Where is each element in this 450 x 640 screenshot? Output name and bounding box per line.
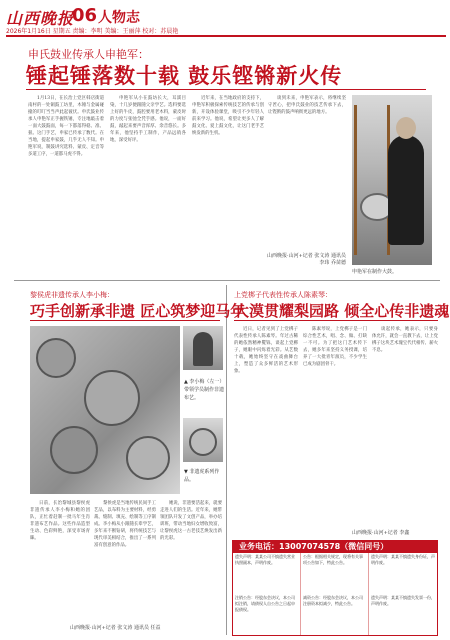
article1-byline: 山西晚报·山河+记者 张文涛 通讯员 李玮 乔苗德 (267, 253, 346, 266)
ad-cell: 遗失声明：某某公司不慎遗失营业执照副本，声明作废。 (233, 553, 301, 594)
ad-cell: 公告：根据相关规定，现将有关事项公告如下，特此公告。 (301, 553, 369, 594)
article2-headline: 巧手创新承非遗 匠心筑梦迎马年 (30, 302, 246, 320)
ad-grid (233, 553, 437, 635)
article1-headline: 锤起锤落数十载 鼓乐铿锵新火传 (26, 63, 343, 88)
article3-byline: 山西晚报·山河+记者 李鑫 (352, 530, 410, 536)
section-title: 人物志 (98, 10, 140, 26)
article2-byline: 山西晚报·山河+记者 张文涛 通讯员 任益 (70, 625, 161, 631)
page-number: 06 (72, 5, 98, 26)
article1-column-1: 1月13日，在长治上党区韩店街道南村的一处铜鼓工坊里，木锤与金属碰撞的叮叮当当声此起彼伏。申氏鼓业传承人申艳军正手握铁锤，专注地敲击着一面大鼓鼓面，每一下都落得稳、准、狠。这门手艺，申家已传承了数代。在当地，提起申家鼓，几乎无人不知。申艳军说，制鼓讲究选料、蒙皮、定音等多道工序，一道都马虎不得。 (28, 96, 104, 157)
tiger-crafts-photo (30, 326, 180, 494)
masthead (6, 4, 446, 36)
article3-column-3: 谈起传承，她表示，只要身体允许，就会一直教下去，让上党梆子这块艺术瑰宝代代相传、薪火不息。 (372, 327, 438, 353)
ad-cell: 注销公告：经股东会决议，本公司拟注销，请债权人自公告之日起申报债权。 (233, 594, 301, 635)
drum-frame (354, 105, 390, 255)
craft-item (36, 338, 76, 378)
ad-phone-header: 业务电话：13007074578（微信同号） (233, 541, 437, 553)
craft-item (50, 426, 98, 474)
article3-kicker: 上党梆子代表性传承人陈素琴： (234, 291, 332, 299)
article2-rule (30, 320, 220, 321)
article2-caption-b: ▼ 非遗虎系列作品。 (184, 469, 220, 483)
article3-column-1: 近日，记者见到了上党梆子代表性传承人陈素琴。年过古稀的她依然精神矍铄，谈起上党梆子，她眼中闪烁着光彩。从艺数十载，她始终坚守在戏曲舞台上，塑造了众多鲜活的艺术形象。 (234, 327, 298, 374)
drum-maker-photo (352, 95, 432, 265)
tiger-works-photo (183, 418, 223, 462)
article1-column-2: 申艳军从小在鼓坊长大，耳濡目染，十几岁便跟随父亲学艺。选料要选上好的牛皮，鼓腔要用老木料，蒙皮时的力度与张弛全凭手感。他说，一面好鼓，敲起来要声音浑厚、余音悠长。多年来，他坚持手工制作，产品远销各地，深受好评。 (110, 96, 186, 143)
article2-column-2: 黎侯虎是当地传统民间手工艺品，以布料为主要材料，经剪裁、缝制、填充、绘制等工序制成。李小梅从小跟随长辈学艺，多年来不断钻研，将传统技艺与现代审美相结合，推出了一系列富有创意的作品。 (94, 501, 156, 548)
craftsman-figure (388, 135, 424, 245)
newspaper-logo: 山西晚报 (6, 9, 75, 28)
article3-headline: 大漠贯耀梨园路 倾全心传非遗魂 (234, 302, 450, 320)
article1-kicker: 申氏鼓业传承人申艳军： (28, 48, 149, 61)
article2-caption-a: ▲ 李小梅（左一）带领学员制作非遗布艺。 (184, 379, 225, 401)
ad-cell: 减资公告：经股东会决议，本公司注册资本拟减少，特此公告。 (301, 594, 369, 635)
horizontal-divider (14, 280, 440, 281)
artisan-figure (193, 332, 213, 366)
ad-cell: 遗失声明：某某不慎遗失身份证，声明作废。 (371, 554, 435, 565)
artisan-photo (183, 326, 223, 370)
article2-column-1: 日前，长治黎城县黎侯虎非遗传承人李小梅和她的团队，正忙着赶制一批马年生肖非遗布艺作品。这些作品造型生动、色彩鲜艳，深受市场青睐。 (30, 501, 90, 541)
article1-column-3: 近年来，在当地政府的支持下，申艳军积极探索传统技艺的传承与创新，开设体验课堂，吸引不少年轻人前来学习。他说，希望让更多人了解鼓文化、爱上鼓文化，让这门老手艺焕发新的生机。 (192, 96, 264, 136)
craft-item (126, 436, 170, 480)
article1-column-4: 谈到未来，申艳军表示，将继续坚守匠心，把申氏鼓业的技艺传承下去，让铿锵的鼓声响彻更远的地方。 (268, 96, 346, 115)
article2-kicker: 黎侯虎非遗传承人李小梅： (30, 291, 114, 299)
article3-rule (234, 320, 438, 321)
article1-photo-caption: 申艳军在制作大鼓。 (352, 269, 398, 275)
craftsman-head (396, 117, 416, 139)
article2-column-3: 她说，非遗要活起来，就要走进人们的生活。近年来，她带领团队开发了文创产品，举办培训班，带动当地妇女增收致富，让黎侯虎这一古老技艺焕发出新的光彩。 (160, 501, 222, 541)
craft-item (84, 370, 140, 426)
vertical-divider (226, 285, 227, 635)
issue-info: 2026年1月16日 星期五 责编：李明 美编：王丽萍 校对：苏晨艳 (6, 28, 179, 35)
tiger-work (189, 428, 217, 456)
article3-column-2: 陈素琴说，上党梆子是一门综合性艺术，唱、念、做、打缺一不可。为了把这门艺术传下去，她多年来坚持义务授课，培养了一大批青年演员，不少学生已成为剧团骨干。 (303, 327, 367, 367)
classified-ad-box (232, 540, 438, 636)
masthead-rule (6, 35, 446, 37)
ad-cell: 遗失声明：某某不慎遗失发票一份，声明作废。 (371, 595, 435, 606)
article1-rule (26, 89, 426, 90)
